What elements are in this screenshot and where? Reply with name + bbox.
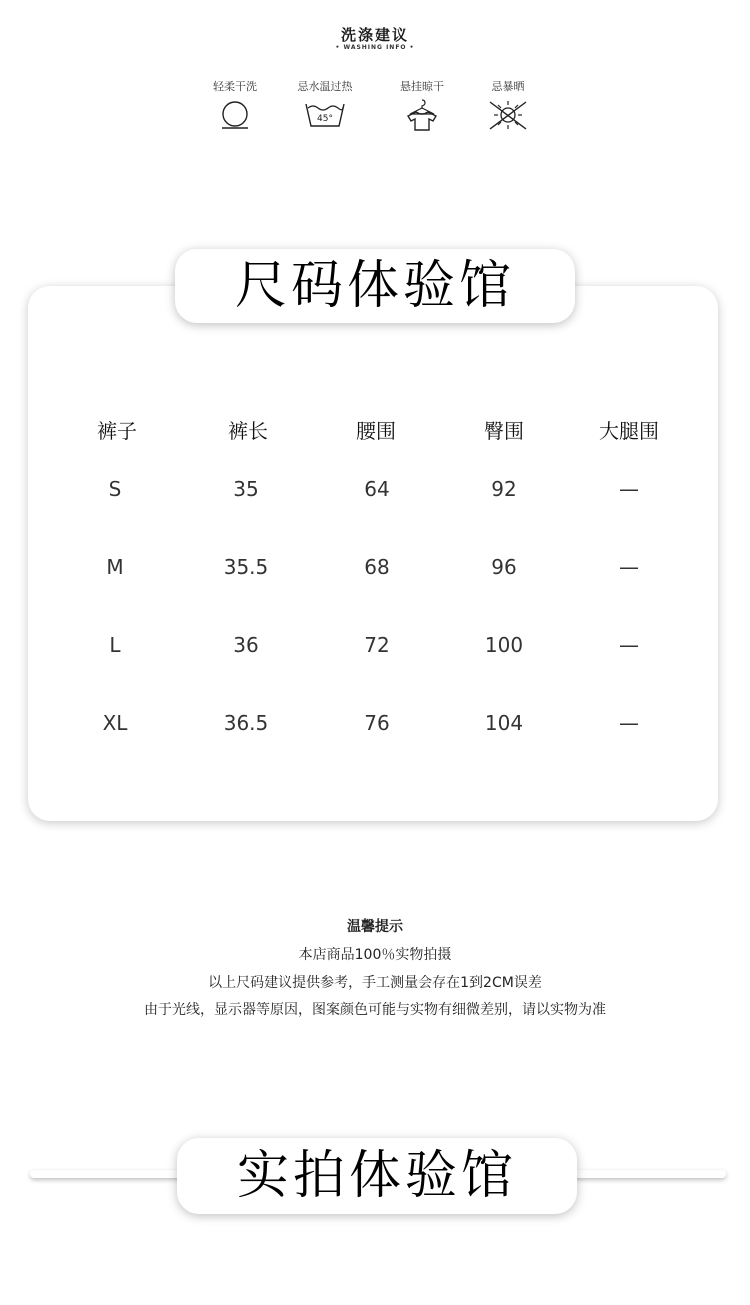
cell-thigh: —	[619, 555, 639, 579]
cell-size: XL	[102, 711, 128, 735]
wash-label: 忌暴晒	[491, 80, 525, 93]
cell-hip: 104	[484, 711, 524, 735]
wash-label: 忌水温过热	[297, 80, 353, 93]
wash-item-water-temp	[285, 78, 365, 132]
cell-size: S	[108, 477, 122, 501]
dry-clean-icon	[213, 98, 257, 132]
header-hip: 臀围	[484, 419, 524, 443]
tips-line: 以上尺码建议提供参考，手工测量会存在1到2CM误差	[208, 975, 542, 991]
cell-hip: 96	[491, 555, 517, 579]
cell-waist: 68	[364, 555, 390, 579]
size-section-title: 尺码体验馆	[175, 249, 575, 323]
cell-thigh: —	[619, 477, 639, 501]
cell-length: 36.5	[223, 711, 269, 735]
wash-item-dry-clean	[195, 78, 275, 132]
cell-hip: 92	[491, 477, 517, 501]
cell-waist: 76	[364, 711, 390, 735]
washing-subtitle: • WASHING INFO •	[335, 44, 415, 51]
wash-label: 悬挂晾干	[400, 80, 444, 93]
cell-waist: 64	[364, 477, 390, 501]
wash-label: 轻柔干洗	[213, 80, 257, 93]
hang-dry-icon	[400, 98, 444, 132]
wash-item-hang-dry	[382, 78, 462, 132]
header-pants: 裤子	[97, 419, 137, 443]
size-chart-card	[28, 286, 718, 821]
cell-thigh: —	[619, 711, 639, 735]
cell-waist: 72	[364, 633, 390, 657]
cell-length: 35	[233, 477, 259, 501]
cell-length: 36	[233, 633, 259, 657]
cell-thigh: —	[619, 633, 639, 657]
cell-size: L	[109, 633, 121, 657]
header-thigh: 大腿围	[599, 419, 659, 443]
wash-45-icon	[303, 98, 347, 132]
no-sun-icon	[486, 98, 530, 132]
washing-title: 洗涤建议	[340, 26, 409, 44]
header-waist: 腰围	[356, 419, 396, 443]
tips-line: 由于光线，显示器等原因，图案颜色可能与实物有细微差别，请以实物为准	[144, 1002, 606, 1018]
cell-hip: 100	[484, 633, 524, 657]
wash-item-no-sun	[468, 78, 548, 132]
cell-length: 35.5	[223, 555, 269, 579]
tips-title: 温馨提示	[347, 919, 403, 935]
tips-line: 本店商品100％实物拍摄	[298, 947, 452, 963]
wash-temp: 45°	[317, 114, 333, 124]
photo-section-title: 实拍体验馆	[177, 1138, 577, 1214]
header-length: 裤长	[228, 419, 268, 443]
cell-size: M	[106, 555, 124, 579]
